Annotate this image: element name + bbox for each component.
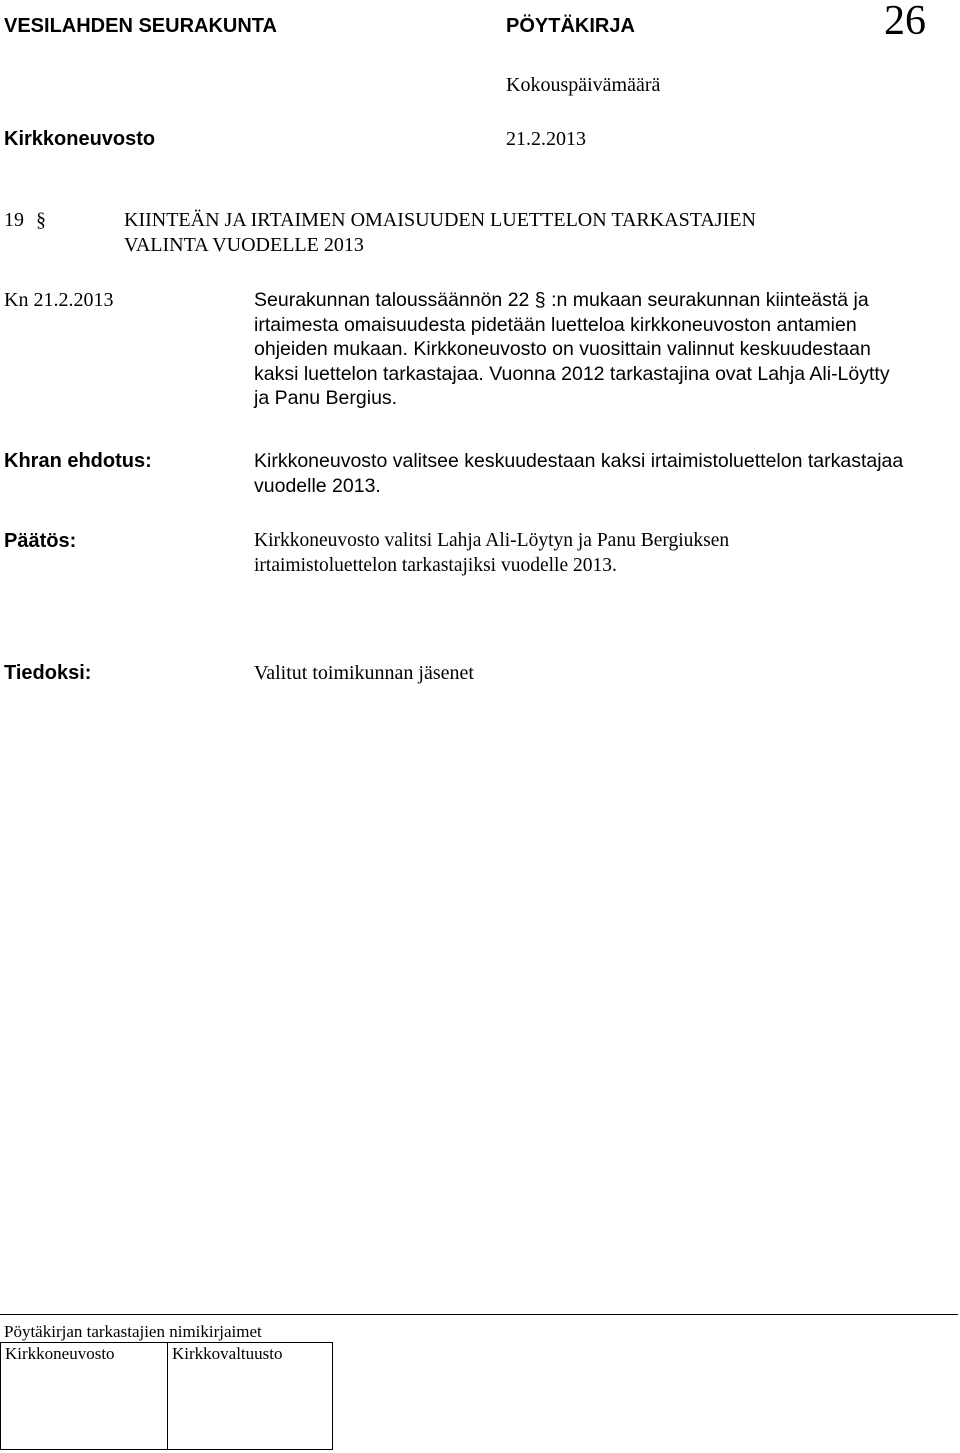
signature-box-kirkkovaltuusto: [167, 1342, 333, 1450]
meeting-date: 21.2.2013: [506, 128, 586, 150]
decision-line: Kirkkoneuvosto valitsi Lahja Ali-Löytyn ja Panu Bergiuksen: [254, 530, 730, 551]
kn-date-label: Kn 21.2.2013: [4, 289, 114, 311]
proposal-label: Khran ehdotus:: [4, 450, 152, 472]
decision-label: Päätös:: [4, 530, 77, 552]
date-label: Kokouspäivämäärä: [506, 74, 661, 96]
organization-name: VESILAHDEN SEURAKUNTA: [4, 15, 277, 37]
proposal-line: Kirkkoneuvosto valitsee keskuudestaan kaksi irtaimistoluettelon tarkastajaa: [254, 450, 904, 472]
signature-box-label: Kirkkovaltuusto: [172, 1344, 283, 1363]
proposal-paragraph: [254, 449, 958, 498]
proposal-line: vuodelle 2013.: [254, 474, 381, 497]
kn-line: irtaimesta omaisuudesta pidetään luetteloa kirkkoneuvoston antamien: [254, 313, 857, 336]
signatures-title: Pöytäkirjan tarkastajien nimikirjaimet: [4, 1322, 262, 1341]
kn-line: ohjeiden mukaan. Kirkkoneuvosto on vuosittain valinnut keskuudestaan: [254, 338, 871, 360]
footer-divider: [0, 1314, 958, 1315]
kn-paragraph: [254, 288, 958, 411]
signature-box-label: Kirkkoneuvosto: [5, 1344, 115, 1363]
section-title-line-2: VALINTA VUODELLE 2013: [124, 234, 364, 256]
section-number: 19: [4, 209, 24, 231]
document-type: PÖYTÄKIRJA: [506, 15, 635, 37]
section-symbol: §: [36, 209, 46, 231]
signature-box-kirkkoneuvosto: [0, 1342, 168, 1450]
kn-line: kaksi luettelon tarkastajaa. Vuonna 2012 tarkastajina ovat Lahja Ali-Löytty: [254, 362, 890, 385]
section-title-line-1: KIINTEÄN JA IRTAIMEN OMAISUUDEN LUETTELON TARKASTAJIEN: [124, 209, 756, 231]
meeting-body: Kirkkoneuvosto: [4, 128, 156, 150]
info-text: Valitut toimikunnan jäsenet: [254, 662, 474, 684]
info-label: Tiedoksi:: [4, 662, 92, 684]
decision-line: irtaimistoluettelon tarkastajiksi vuodelle 2013.: [254, 554, 617, 576]
kn-line: Seurakunnan taloussäännön 22 § :n mukaan seurakunnan kiinteästä ja: [254, 289, 869, 311]
decision-paragraph: [254, 529, 958, 578]
page-number: 26: [884, 0, 926, 44]
kn-line: ja Panu Bergius.: [254, 387, 398, 409]
